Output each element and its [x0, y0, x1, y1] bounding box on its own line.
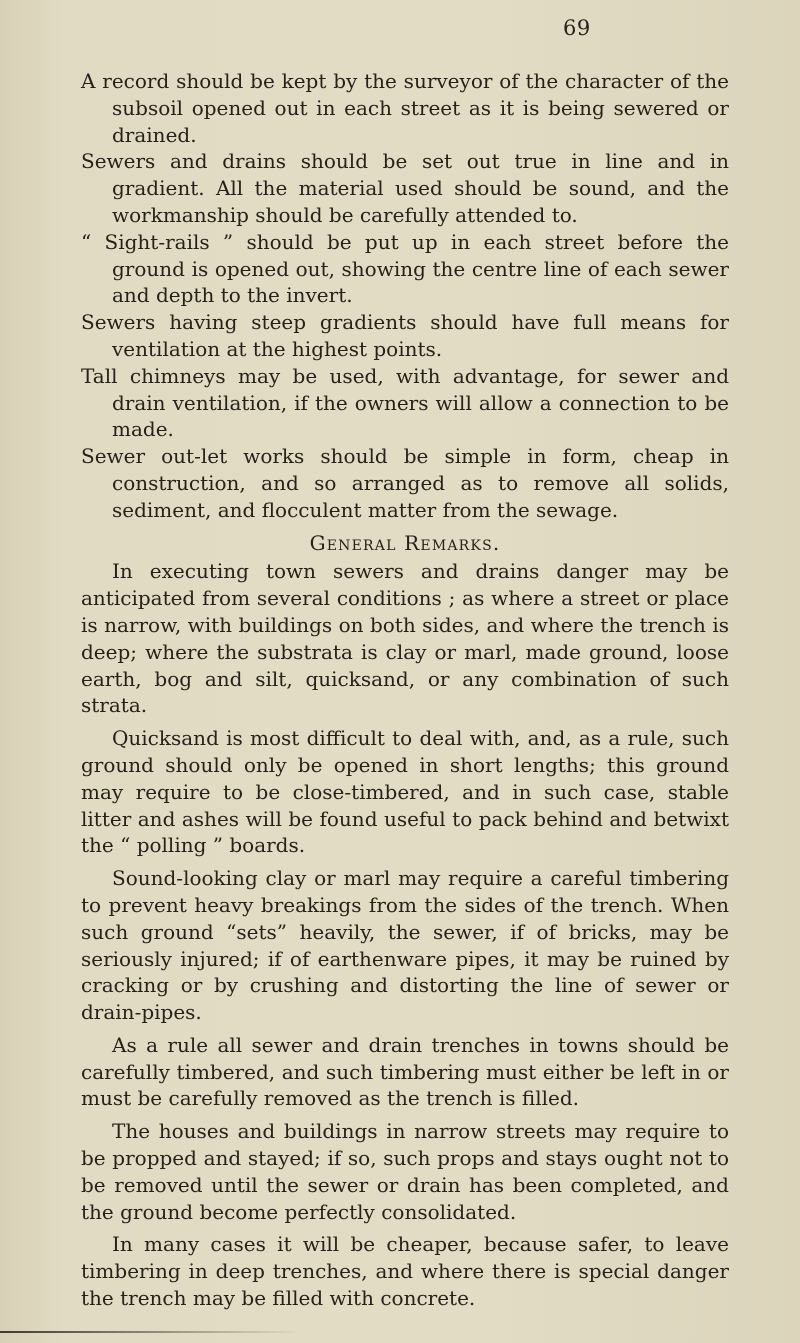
- page-edge-shadow: [0, 1331, 300, 1333]
- rule-item: Sewer out-let works should be simple in form, cheap in construction, and so arranged as to remove all solids, sediment, and flocculent matter from the sewage.: [81, 444, 729, 522]
- page-number: 69: [563, 16, 591, 40]
- rule-item: Sewers having steep gradients should have full means for ventilation at the highest points.: [81, 310, 729, 361]
- rule-item: Tall chimneys may be used, with advantage, for sewer and drain ventilation, if the owners will allow a connection to be made.: [81, 363, 729, 442]
- section-heading: General Remarks.: [309, 530, 501, 555]
- rule-item: Sewers and drains should be set out true in line and in gradient. All the material used should be sound, and the workmanship should be carefully attended to.: [81, 149, 729, 227]
- paragraph: In executing town sewers and drains danger may be anticipated from several conditions ; as where a street or place is narrow, with buildings on both sides, and where the trench is deep; where the substrata is clay or marl, made ground, loose earth, bog and silt, quicksand, or any combination of such strata.: [81, 559, 729, 718]
- paragraph: Quicksand is most difficult to deal with, and, as a rule, such ground should only be opened in short lengths; this ground may require to be close-timbered, and in such case, stable litter and ashes will be found useful to pack behind and betwixt the “ polling ” boards.: [81, 726, 729, 858]
- body-text: [81, 68, 729, 1318]
- paragraph: Sound-looking clay or marl may require a careful timbering to prevent heavy breakings from the sides of the trench. When such ground “sets” heavily, the sewer, if of bricks, may be seriously injured; if of earthenware pipes, it may be ruined by cracking or by crushing and distorting the line of sewer or drain-pipes.: [81, 866, 729, 1025]
- paragraph: The houses and buildings in narrow streets may require to be propped and stayed; if so, such props and stays ought not to be removed until the sewer or drain has been completed, and the ground become perfectly consolidated.: [81, 1119, 729, 1224]
- rule-item: “ Sight-rails ” should be put up in each street before the ground is opened out, showing the centre line of each sewer and depth to the invert.: [81, 229, 729, 308]
- paragraph: In many cases it will be cheaper, because safer, to leave timbering in deep trenches, and where there is special danger the trench may be filled with concrete.: [81, 1232, 729, 1311]
- paragraph: As a rule all sewer and drain trenches in towns should be carefully timbered, and such timbering must either be left in or must be carefully removed as the trench is filled.: [81, 1032, 729, 1111]
- rule-item: A record should be kept by the surveyor of the character of the subsoil opened out in each street as it is being sewered or drained.: [81, 69, 729, 147]
